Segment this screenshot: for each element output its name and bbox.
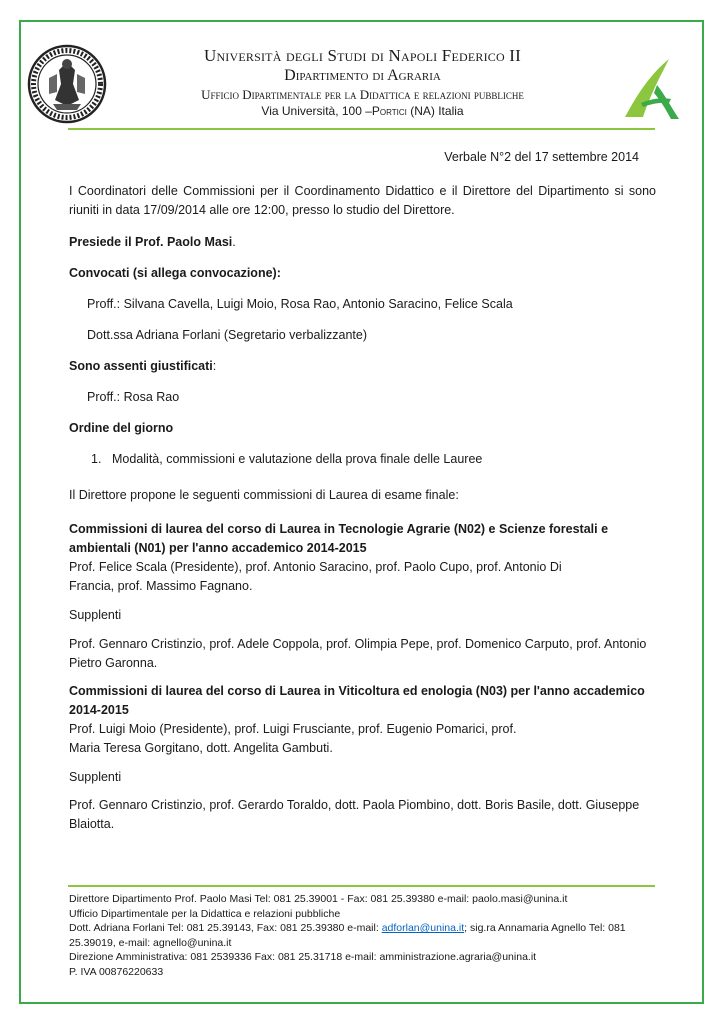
address-country: (NA) Italia (406, 104, 464, 118)
ordine-heading (69, 419, 656, 438)
presiede-label: Presiede il Prof. Paolo Masi (69, 235, 233, 249)
intro-paragraph: I Coordinatori delle Commissioni per il Coordinamento Didattico e il Direttore del Dipartimento si sono riuniti in data 17/09/2014 alle ore 12:00, presso lo studio del Direttore. (69, 184, 656, 217)
assenti-professors: Proff.: Rosa Rao (87, 390, 180, 404)
convocati-professors: Proff.: Silvana Cavella, Luigi Moio, Rosa Rao, Antonio Saracino, Felice Scala (87, 297, 513, 311)
ordine-label: Ordine del giorno (69, 421, 174, 435)
commission-2-title: Commissioni di laurea del corso di Laurea in Viticoltura ed enologia (N03) per l'anno accademico 2014-2015 (69, 684, 645, 717)
university-seal-icon (27, 44, 107, 124)
commission-1-supplenti-label: Supplenti (69, 608, 122, 622)
commission-1-supplenti: Prof. Gennaro Cristinzio, prof. Adele Coppola, prof. Olimpia Pepe, prof. Domenico Carputo, prof. Antonio Pietro Garonna. (69, 637, 647, 670)
assenti-heading (69, 357, 656, 376)
department-name: Dipartimento di Agraria (284, 67, 441, 84)
commission-1-members: Prof. Felice Scala (Presidente), prof. Antonio Saracino, prof. Paolo Cupo, prof. Antonio Di Francia, prof. Massimo Fagnano. (69, 560, 562, 593)
footer-vat: P. IVA 00876220633 (69, 965, 164, 978)
assenti-colon: : (212, 359, 217, 373)
presiede-line (69, 233, 656, 252)
ordine-list-item (69, 450, 656, 469)
email-link[interactable]: adforlan@unina.it (381, 922, 465, 935)
address (110, 103, 615, 119)
footer-contacts-agnello: ; sig.ra Annamaria Agnello Tel: 081 25.39019, e-mail: agnello@unina.it (69, 922, 626, 949)
ordine-item-number: 1. (91, 452, 102, 466)
commission-2 (69, 682, 656, 758)
office-name: Ufficio Dipartimentale per la Didattica e relazioni pubbliche (201, 87, 524, 102)
footer-director: Direttore Dipartimento Prof. Paolo Masi Tel: 081 25.39001 - Fax: 081 25.39380 e-mail: paolo.masi@unina.it (69, 893, 568, 905)
address-street: Via Università, 100 – (261, 104, 372, 118)
commission-2-supplenti-label: Supplenti (69, 770, 122, 784)
commission-1 (69, 520, 656, 596)
letterhead (110, 45, 615, 119)
convocati-heading (69, 264, 656, 283)
agraria-logo-icon (621, 55, 683, 121)
commission-2-members: Prof. Luigi Moio (Presidente), prof. Luigi Frusciante, prof. Eugenio Pomarici, prof. Maria Teresa Gorgitano, dott. Angelita Gambuti. (69, 722, 517, 755)
address-city: Portici (371, 104, 407, 118)
presiede-end: . (232, 235, 236, 249)
proposta-paragraph: Il Direttore propone le seguenti commissioni di Laurea di esame finale: (69, 488, 459, 502)
university-name: Università degli Studi di Napoli Federico II (203, 46, 522, 65)
convocati-label: Convocati (si allega convocazione): (69, 266, 281, 280)
verbale-title: Verbale N°2 del 17 settembre 2014 (444, 150, 639, 164)
commission-1-title: Commissioni di laurea del corso di Laurea in Tecnologie Agrarie (N02) e Scienze forestali e ambientali (N01) per l'anno accademico 2014-2015 (69, 522, 609, 555)
footer-rule (68, 885, 655, 887)
assenti-label: Sono assenti giustificati (69, 359, 213, 373)
footer (69, 892, 656, 980)
header-rule (68, 128, 655, 130)
page-border (19, 20, 704, 1004)
footer-contacts (69, 921, 656, 950)
convocati-secretary: Dott.ssa Adriana Forlani (Segretario verbalizzante) (87, 328, 367, 342)
commission-2-supplenti: Prof. Gennaro Cristinzio, prof. Gerardo Toraldo, dott. Paola Piombino, dott. Boris Basile, dott. Giuseppe Blaiotta. (69, 798, 640, 831)
footer-contacts-text: Dott. Adriana Forlani Tel: 081 25.39143, Fax: 081 25.39380 e-mail: (69, 922, 382, 935)
footer-administration: Direzione Amministrativa: 081 2539336 Fax: 081 25.31718 e-mail: amministrazione.agraria@unina.it (69, 951, 537, 964)
footer-office: Ufficio Dipartimentale per la Didattica e relazioni pubbliche (69, 907, 341, 920)
ordine-item-text: Modalità, commissioni e valutazione della prova finale delle Lauree (112, 452, 483, 466)
